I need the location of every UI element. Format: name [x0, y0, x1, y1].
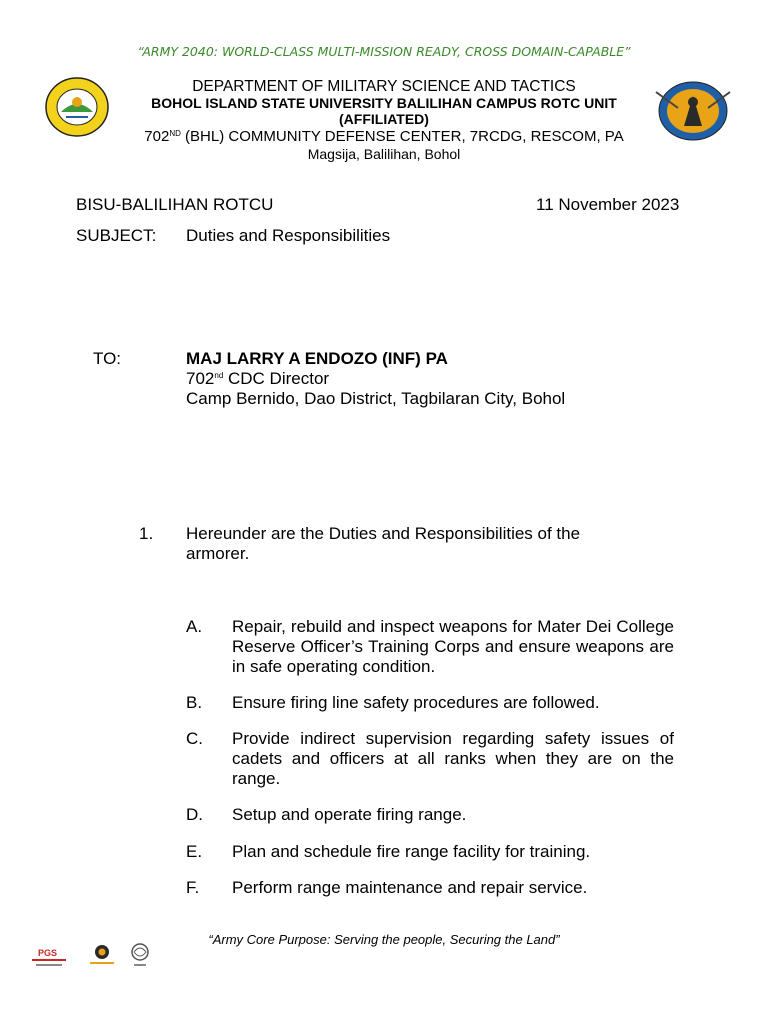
item-text: Plan and schedule fire range facility for training. [232, 842, 591, 861]
memo-date: 11 November 2023 [536, 195, 680, 214]
item-text: Provide indirect supervision regarding safety issues of cadets and officers at all ranks when they are on the range. [232, 729, 674, 788]
recipient-unit-number: 702 [186, 369, 215, 388]
item-text: Ensure firing line safety procedures are followed. [232, 693, 600, 712]
recipient-unit-ordinal: nd [214, 371, 224, 380]
item-text: Setup and operate firing range. [232, 805, 467, 824]
award-seal-icon [90, 945, 114, 964]
unit-number: 702 [144, 128, 170, 145]
paragraph-number: 1. [139, 524, 154, 543]
unit-line [100, 128, 668, 145]
item-text: Repair, rebuild and inspect weapons for Mater Dei College Reserve Officer’s Training Corps and ensure weapons are in safe operating condition. [232, 617, 674, 676]
bottom-motto: “Army Core Purpose: Serving the people, Securing the Land” [208, 932, 560, 947]
location-line: Magsija, Balilihan, Bohol [307, 146, 461, 162]
top-motto: “ARMY 2040: WORLD-CLASS MULTI-MISSION READY, CROSS DOMAIN-CAPABLE” [137, 44, 631, 59]
affiliated-label: (AFFILIATED) [339, 111, 429, 127]
item-text: Perform range maintenance and repair service. [232, 878, 588, 897]
item-letter: B. [186, 693, 203, 712]
unit-ordinal: ND [169, 129, 181, 138]
item-letter: D. [186, 805, 203, 824]
item-letter: A. [186, 617, 203, 636]
item-letter: F. [186, 878, 200, 897]
subject-label: SUBJECT: [76, 226, 157, 245]
office-name: BISU-BALILIHAN ROTCU [76, 195, 274, 214]
unit-name: (BHL) COMMUNITY DEFENSE CENTER, 7RCDG, RESCOM, PA [180, 128, 624, 145]
item-letter: C. [186, 729, 203, 748]
item-letter: E. [186, 842, 203, 861]
pgs-logo-icon [32, 948, 66, 966]
subject-text: Duties and Responsibilities [186, 226, 391, 245]
svg-text:PGS: PGS [38, 948, 58, 958]
recipient-title [186, 369, 329, 389]
department-title: DEPARTMENT OF MILITARY SCIENCE AND TACTICS [192, 78, 576, 95]
footer-logos [30, 940, 160, 974]
circular-emblem-icon [132, 944, 148, 966]
recipient-role: CDC Director [223, 369, 330, 388]
university-title: BOHOL ISLAND STATE UNIVERSITY BALILIHAN CAMPUS ROTC UNIT [151, 95, 617, 111]
to-label: TO: [93, 349, 122, 368]
recipient-address: Camp Bernido, Dao District, Tagbilaran City, Bohol [186, 389, 566, 408]
rotc-unit-logo-icon [652, 78, 734, 142]
recipient-name: MAJ LARRY A ENDOZO (INF) PA [186, 349, 448, 368]
paragraph-text: Hereunder are the Duties and Responsibilities of the armorer. [186, 524, 581, 563]
